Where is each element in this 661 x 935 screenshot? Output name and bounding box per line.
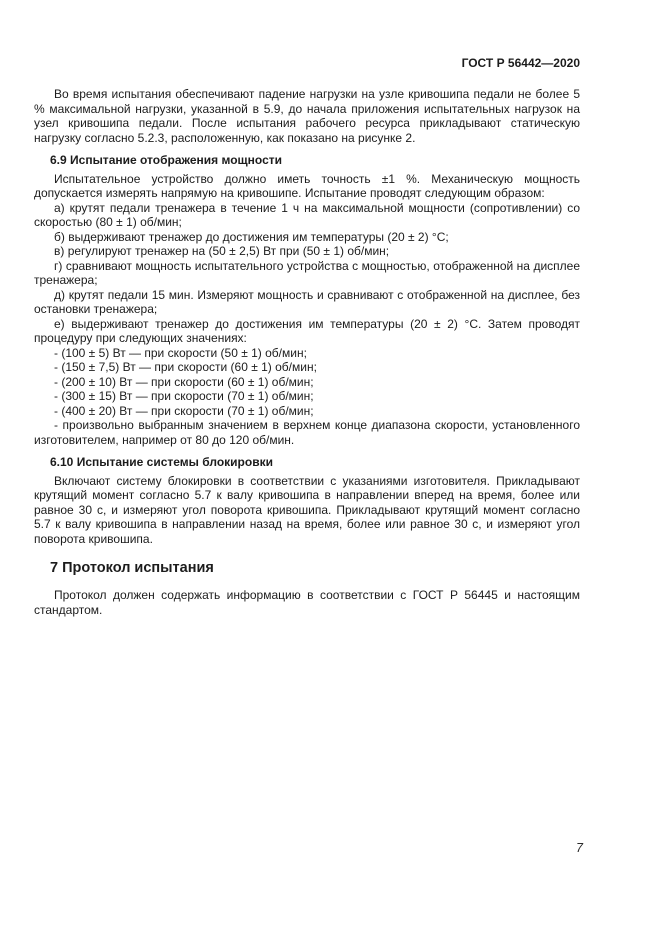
list-item-e: е) выдерживают тренажер до достижения им температуры (20 ± 2) °С. Затем проводят процедуру при следующих значениях:	[34, 316, 580, 345]
paragraph-6-9-intro: Испытательное устройство должно иметь точность ±1 %. Механическую мощность допускается измерять напрямую на кривошипе. Испытание проводят следующим образом:	[34, 171, 580, 200]
dash-item-400w: - (400 ± 20) Вт — при скорости (70 ± 1) об/мин;	[54, 403, 314, 418]
dash-item-200w: - (200 ± 10) Вт — при скорости (60 ± 1) об/мин;	[54, 374, 314, 389]
section-heading-7: 7 Протокол испытания	[50, 560, 214, 576]
dash-item-custom-value: - произвольно выбранным значением в верхнем конце диапазона скорости, установленного изготовителем, например от 80 до 120 об/мин.	[34, 418, 580, 447]
dash-item-150w: - (150 ± 7,5) Вт — при скорости (60 ± 1) об/мин;	[54, 360, 317, 374]
paragraph-load-drop: Во время испытания обеспечивают падение нагрузки на узле кривошипа педали не более 5 % максимальной нагрузки, указанной в 5.9, до начала приложения испытательных нагрузок на узел кривошипа педали. После испытания рабочего ресурса прикладывают статическую нагрузку согласно 5.2.3, расположенную, как показано на рисунке 2.	[34, 87, 580, 145]
dash-item-300w: - (300 ± 15) Вт — при скорости (70 ± 1) об/мин;	[54, 389, 314, 403]
document-designation: ГОСТ Р 56442—2020	[461, 56, 580, 70]
dash-item-100w: - (100 ± 5) Вт — при скорости (50 ± 1) об/мин;	[54, 345, 307, 360]
section-heading-6-10: 6.10 Испытание системы блокировки	[50, 455, 273, 469]
paragraph-7: Протокол должен содержать информацию в соответствии с ГОСТ Р 56445 и настоящим стандартом.	[34, 588, 580, 617]
list-item-d: д) крутят педали 15 мин. Измеряют мощность и сравнивают с отображенной на дисплее, без остановки тренажера;	[34, 287, 580, 316]
list-item-v: в) регулируют тренажер на (50 ± 2,5) Вт при (50 ± 1) об/мин;	[54, 244, 390, 258]
list-item-b: б) выдерживают тренажер до достижения им температуры (20 ± 2) °С;	[54, 229, 449, 244]
page-number: 7	[576, 841, 583, 855]
paragraph-6-10: Включают систему блокировки в соответствии с указаниями изготовителя. Прикладывают крутящий момент согласно 5.7 к валу кривошипа в направлении вперед на время, более или равное 30 с, и измеряют угол поворота кривошипа. Прикладывают крутящий момент согласно 5.7 к валу кривошипа в направлении назад на время, более или равное 30 с, и измеряют угол поворота кривошипа.	[34, 473, 580, 546]
list-item-a: а) крутят педали тренажера в течение 1 ч на максимальной мощности (сопротивлении) со скоростью (80 ± 1) об/мин;	[34, 200, 580, 229]
list-item-g: г) сравнивают мощность испытательного устройства с мощностью, отображенной на дисплее тренажера;	[34, 258, 580, 287]
section-heading-6-9: 6.9 Испытание отображения мощности	[50, 153, 282, 167]
